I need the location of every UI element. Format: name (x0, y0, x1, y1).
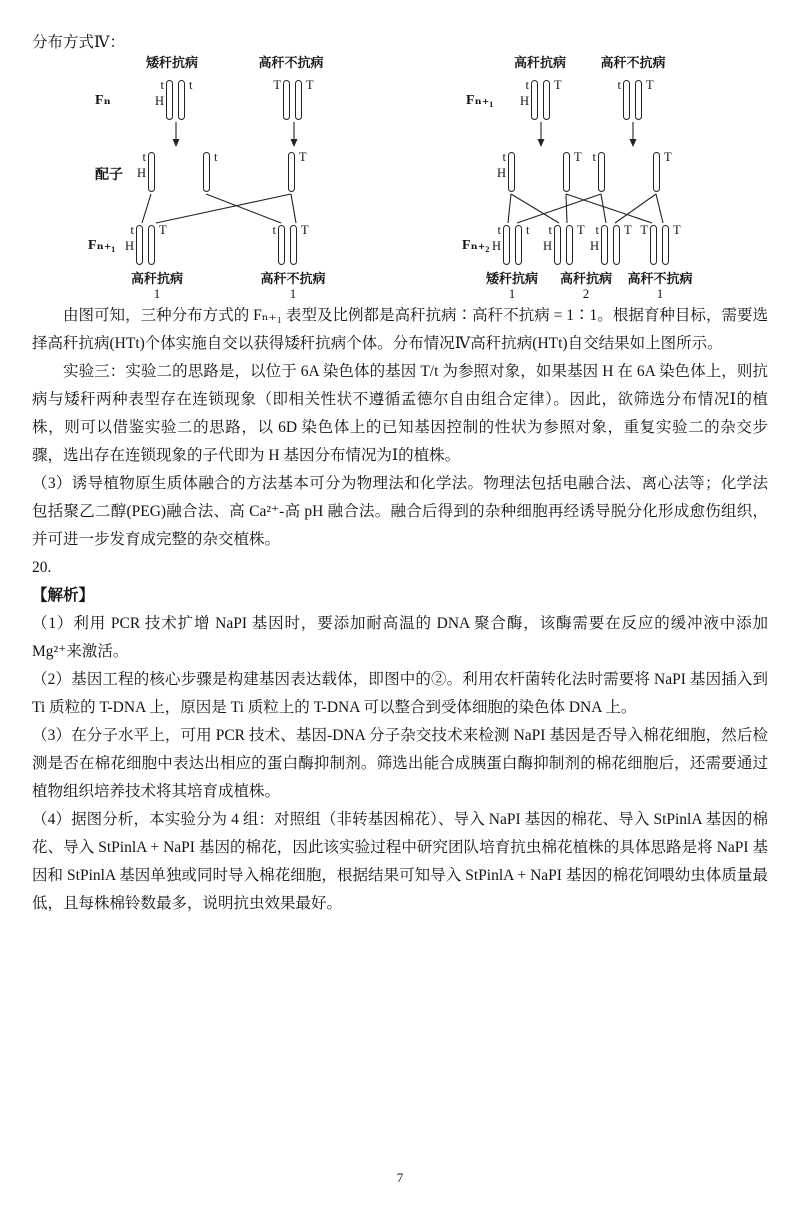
allele-label: T (577, 223, 585, 237)
generation-label: Fₙ₊₁ (466, 93, 494, 108)
offspring-ratio: 2 (582, 286, 590, 301)
allele-label: H (124, 239, 134, 253)
chromosome-bar (508, 152, 515, 192)
allele-label: H (136, 166, 146, 180)
generation-label: Fₙ (95, 93, 111, 108)
allele-label: t (214, 150, 218, 164)
offspring-ratio: 1 (508, 286, 516, 301)
offspring-phenotype-label: 高秆不抗病 (260, 271, 326, 286)
allele-label: t (525, 78, 529, 92)
allele-label: T (574, 150, 582, 164)
chromosome-bar (653, 152, 660, 192)
chromosome-bar (650, 225, 657, 265)
chromosome-bar (623, 80, 630, 120)
chromosome-bar (283, 80, 290, 120)
chromosome-bar (166, 80, 173, 120)
allele-label: t (548, 223, 552, 237)
page-number: 7 (396, 1170, 404, 1185)
allele-label: H (589, 239, 599, 253)
offspring-phenotype-label: 高秆抗病 (130, 271, 183, 286)
allele-label: T (299, 150, 307, 164)
allele-label: T (554, 78, 562, 92)
phenotype-label: 矮秆抗病 (145, 55, 198, 70)
chromosome-bar (554, 225, 561, 265)
allele-label: T (301, 223, 309, 237)
allele-label: t (617, 78, 621, 92)
allele-label: t (142, 150, 146, 164)
paragraph-answer-4: （4）据图分析，本实验分为 4 组：对照组（非转基因棉花）、导入 NaPI 基因的棉花、导入 StPinlA 基因的棉花、导入 StPinlA + NaPI 基因的棉花，因此该实验过程中研究团队培育抗虫棉花植株的具体思路是将 NaPI 基因和 StPinlA 基因单独或同时导入棉花细胞，根据结果可知导入 StPinlA + NaPI 基因的棉花饲喂幼虫体质量最低，且每株棉铃数最多，说明抗虫效果最好。 (32, 811, 768, 912)
offspring-ratio: 1 (153, 286, 161, 301)
paragraph-conclusion: 由图可知，三种分布方式的 Fₙ₊₁ 表型及比例都是高秆抗病∶高秆不抗病 = 1∶1。根据育种目标，需要选择高秆抗病(HTt)个体实施自交以获得矮秆抗病个体。分布情况Ⅳ高秆抗病(HTt)自交结果如上图所示。 (32, 307, 768, 352)
paragraph-q19-3: （3）诱导植物原生质体融合的方法基本可分为物理法和化学法。物理法包括电融合法、离心法等；化学法包括聚乙二醇(PEG)融合法、高 Ca²⁺-高 pH 融合法。融合后得到的杂种细胞再经诱导脱分化形成愈伤组织，并可进一步发育成完整的杂交植株。 (32, 475, 768, 548)
answer-text-block (32, 302, 768, 918)
offspring-ratio: 1 (656, 286, 664, 301)
allele-label: t (526, 223, 530, 237)
offspring-phenotype-label: 高秆抗病 (559, 271, 612, 286)
chromosome-bar (203, 152, 210, 192)
phenotype-label: 高秆不抗病 (258, 55, 324, 70)
generation-label: 配子 (95, 168, 123, 183)
chromosome-bar (613, 225, 620, 265)
paragraph-answer-3: （3）在分子水平上，可用 PCR 技术、基因-DNA 分子杂交技术来检测 NaPI 基因是否导入棉花细胞，然后检测是否在棉花细胞中表达出相应的蛋白酶抑制剂。筛选出能合成胰蛋白酶抑制剂的棉花细胞后，还需要通过植物组织培养技术将其培育成植株。 (32, 727, 768, 800)
chromosome-bar (566, 225, 573, 265)
chromosome-bar (178, 80, 185, 120)
chromosome-bar (136, 225, 143, 265)
paragraph-experiment3: 实验三：实验二的思路是，以位于 6A 染色体的基因 T/t 为参照对象，如果基因 H 在 6A 染色体上，则抗病与矮秆两种表型存在连锁现象（即相关性状不遵循孟德尔自由组合定律）。因此，欲筛选分布情况Ⅰ的植株，则可以借鉴实验二的思路，以 6D 染色体上的已知基因控制的性状为参照对象，重复实验二的杂交步骤，选出存在连锁现象的子代即为 H 基因分布情况为Ⅰ的植株。 (32, 363, 768, 464)
chromosome-bar (543, 80, 550, 120)
chromosome-bar (662, 225, 669, 265)
allele-label: T (306, 78, 314, 92)
generation-label: Fₙ₊₂ (462, 238, 490, 253)
allele-label: H (496, 166, 506, 180)
allele-label: T (664, 150, 672, 164)
chromosome-bar (288, 152, 295, 192)
chromosome-bar (563, 152, 570, 192)
phenotype-label: 高秆抗病 (513, 55, 566, 70)
allele-label: t (130, 223, 134, 237)
allele-label: t (497, 223, 501, 237)
paragraph-answer-2: （2）基因工程的核心步骤是构建基因表达载体，即图中的②。利用农杆菌转化法时需要将 NaPI 基因插入到 Ti 质粒的 T-DNA 上，原因是 Ti 质粒上的 T-DNA 可以整合到受体细胞的染色体 DNA 上。 (32, 671, 768, 716)
paragraph-answer-1: （1）利用 PCR 技术扩增 NaPI 基因时，要添加耐高温的 DNA 聚合酶，该酶需要在反应的缓冲液中添加 Mg²⁺来激活。 (32, 615, 768, 660)
chromosome-bar (503, 225, 510, 265)
allele-label: H (154, 94, 164, 108)
offspring-ratio: 1 (289, 286, 297, 301)
question-number: 20. (32, 559, 52, 576)
allele-label: t (160, 78, 164, 92)
figure-caption: 分布方式Ⅳ： (32, 34, 125, 51)
chromosome-bar (148, 225, 155, 265)
allele-label: t (595, 223, 599, 237)
chromosome-bar (635, 80, 642, 120)
chromosome-bar (515, 225, 522, 265)
chromosome-bar (598, 152, 605, 192)
chromosome-bar (531, 80, 538, 120)
allele-label: H (491, 239, 501, 253)
allele-label: t (592, 150, 596, 164)
genetics-cross-diagram (0, 52, 800, 304)
allele-label: T (673, 223, 681, 237)
allele-label: T (646, 78, 654, 92)
analysis-heading: 【解析】 (32, 587, 95, 604)
chromosome-bar (295, 80, 302, 120)
allele-label: T (273, 78, 281, 92)
chromosome-bar (148, 152, 155, 192)
chromosome-bar (278, 225, 285, 265)
allele-label: T (640, 223, 648, 237)
allele-label: H (542, 239, 552, 253)
chromosome-bar (601, 225, 608, 265)
generation-label: Fₙ₊₁ (88, 238, 116, 253)
chromosome-bar (290, 225, 297, 265)
offspring-phenotype-label: 高秆不抗病 (627, 271, 693, 286)
allele-label: t (502, 150, 506, 164)
offspring-phenotype-label: 矮秆抗病 (485, 271, 538, 286)
allele-label: T (624, 223, 632, 237)
allele-label: t (189, 78, 193, 92)
allele-label: T (159, 223, 167, 237)
allele-label: t (272, 223, 276, 237)
phenotype-label: 高秆不抗病 (600, 55, 666, 70)
allele-label: H (519, 94, 529, 108)
